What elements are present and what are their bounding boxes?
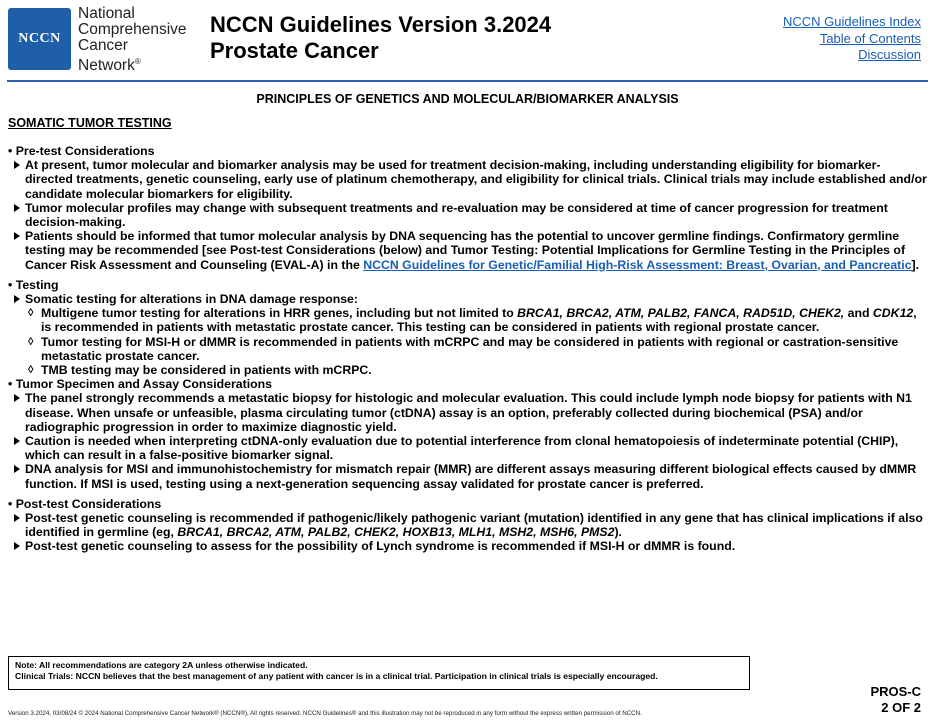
note-recommendations: Note: All recommendations are category 2A unless otherwise indicated.: [15, 660, 308, 670]
header-divider: [7, 80, 928, 82]
note-clinical-trials: Clinical Trials: NCCN believes that the best management of any patient with cancer is in a clinical trial. Participation in clinical trials is especially encouraged.: [15, 671, 658, 681]
triangle-bullet-icon: [14, 161, 20, 169]
footer-copyright: Version 3.2024, 03/08/24 © 2024 National Comprehensive Cancer Network® (NCCN®), All rights reserved. NCCN Guidelines® and this illustration may not be reproduced in any form without the express written permission of NCCN.: [8, 710, 642, 717]
header: [0, 0, 935, 76]
logo-line-4: Network®: [78, 57, 141, 75]
list-item: At present, tumor molecular and biomarker analysis may be used for treatment decision-making, including understanding eligibility for biomarker-directed treatments, genetic counseling, early use of platinum chemotherapy, and eligibility for clinical trials. Clinical trials may include established and/or candidate molecular biomarkers for eligibility.: [8, 158, 928, 201]
logo-line-2: Comprehensive: [78, 21, 187, 38]
page-code-id: PROS-C: [870, 684, 921, 699]
triangle-bullet-icon: [14, 437, 20, 445]
nccn-logo[interactable]: NCCN: [8, 8, 71, 70]
page-code: [870, 684, 921, 716]
diamond-bullet-icon: ◊: [28, 307, 34, 320]
sub-list-item: ◊ Tumor testing for MSI-H or dMMR is recommended in patients with mCRPC and may be considered in patients with regional or castration-sensitive metastatic prostate cancer.: [28, 334, 899, 363]
page-title: [210, 12, 551, 64]
sub-list-item: ◊ Multigene tumor testing for alterations in HRR genes, including but not limited to BRCA1, BRCA2, ATM, PALB2, FANCA, RAD51D, CHEK2, and CDK12, is recommended in patients with metastatic prostate cancer. This testing can be considered in patients with regional prostate cancer.: [28, 306, 917, 335]
testing-heading: • Testing: [8, 277, 59, 292]
page-number: 2 OF 2: [881, 700, 921, 715]
guidelines-index-link[interactable]: NCCN Guidelines Index: [782, 14, 921, 29]
logo-text: [78, 6, 187, 74]
title-cancer: Prostate Cancer: [210, 38, 379, 63]
triangle-bullet-icon: [14, 295, 20, 303]
triangle-bullet-icon: [14, 542, 20, 550]
triangle-bullet-icon: [14, 204, 20, 212]
list-item: Post-test genetic counseling is recommended if pathogenic/likely pathogenic variant (mutation) identified in any gene that has clinical implications if also identified in germline (eg, BRCA1, BRCA2, ATM, PALB2, CHEK2, HOXB13, MLH1, MSH2, MSH6, PMS2).: [8, 511, 928, 539]
genetic-familial-guidelines-link[interactable]: NCCN Guidelines for Genetic/Familial High-Risk Assessment: Breast, Ovarian, and Pancreatic: [363, 257, 912, 272]
logo-line-1: National: [78, 5, 135, 22]
discussion-link[interactable]: Discussion: [858, 47, 921, 62]
list-item: Caution is needed when interpreting ctDNA-only evaluation due to potential interference from clonal hematopoiesis of indeterminate potential (CHIP), which can result in a false-positive biomarker signal.: [8, 434, 928, 462]
triangle-bullet-icon: [14, 394, 20, 402]
triangle-bullet-icon: [14, 465, 20, 473]
list-item: DNA analysis for MSI and immunohistochemistry for mismatch repair (MMR) are different assays measuring different biological effects caused by dMMR function. If MSI is used, testing using a next-generation sequencing assay validated for prostate cancer is preferred.: [8, 462, 928, 490]
diamond-bullet-icon: ◊: [28, 364, 34, 377]
triangle-bullet-icon: [14, 514, 20, 522]
section-title: PRINCIPLES OF GENETICS AND MOLECULAR/BIOMARKER ANALYSIS: [256, 92, 679, 106]
pretest-heading: • Pre-test Considerations: [8, 144, 155, 158]
list-item: Patients should be informed that tumor molecular analysis by DNA sequencing has the potential to uncover germline findings. Confirmatory germline testing may be recommended [see Post-test Considerations (below) and Tumor Testing: Potential Implications for Germline Testing in the Principles of Cancer Risk Assessment and Counseling (EVAL-A) in the NCCN Guidelines for Genetic/Familial High-Risk Assessment: Breast, Ovarian, and Pancreatic].: [8, 229, 928, 272]
list-item: Post-test genetic counseling to assess for the possibility of Lynch syndrome is recommended if MSI-H or dMMR is found.: [8, 539, 928, 553]
sub-title: SOMATIC TUMOR TESTING: [8, 116, 172, 130]
main-content: [8, 144, 928, 554]
list-item: Tumor molecular profiles may change with subsequent treatments and re-evaluation may be considered at time of cancer progression for treatment decision-making.: [8, 201, 928, 229]
logo-line-3: Cancer: [78, 37, 128, 54]
diamond-bullet-icon: ◊: [28, 335, 34, 348]
triangle-bullet-icon: [14, 232, 20, 240]
title-version: NCCN Guidelines Version 3.2024: [210, 12, 552, 37]
list-item: The panel strongly recommends a metastatic biopsy for histologic and molecular evaluation. This could include lymph node biopsy for patients with N1 disease. When unsafe or unfeasible, plasma circulating tumor (ctDNA) assay is an option, preferably collected during biochemical (PSA) and/or radiographic progression in order to maximize diagnostic yield.: [8, 391, 928, 434]
specimen-heading: • Tumor Specimen and Assay Considerations: [8, 377, 272, 392]
note-box: [8, 656, 750, 690]
posttest-heading: • Post-test Considerations: [8, 496, 162, 511]
table-of-contents-link[interactable]: Table of Contents: [819, 30, 921, 46]
registered-mark: ®: [134, 57, 141, 66]
list-item: Somatic testing for alterations in DNA damage response:: [8, 292, 928, 306]
nav-links: [783, 14, 921, 64]
sub-list-item: ◊ TMB testing may be considered in patients with mCRPC.: [28, 363, 372, 378]
